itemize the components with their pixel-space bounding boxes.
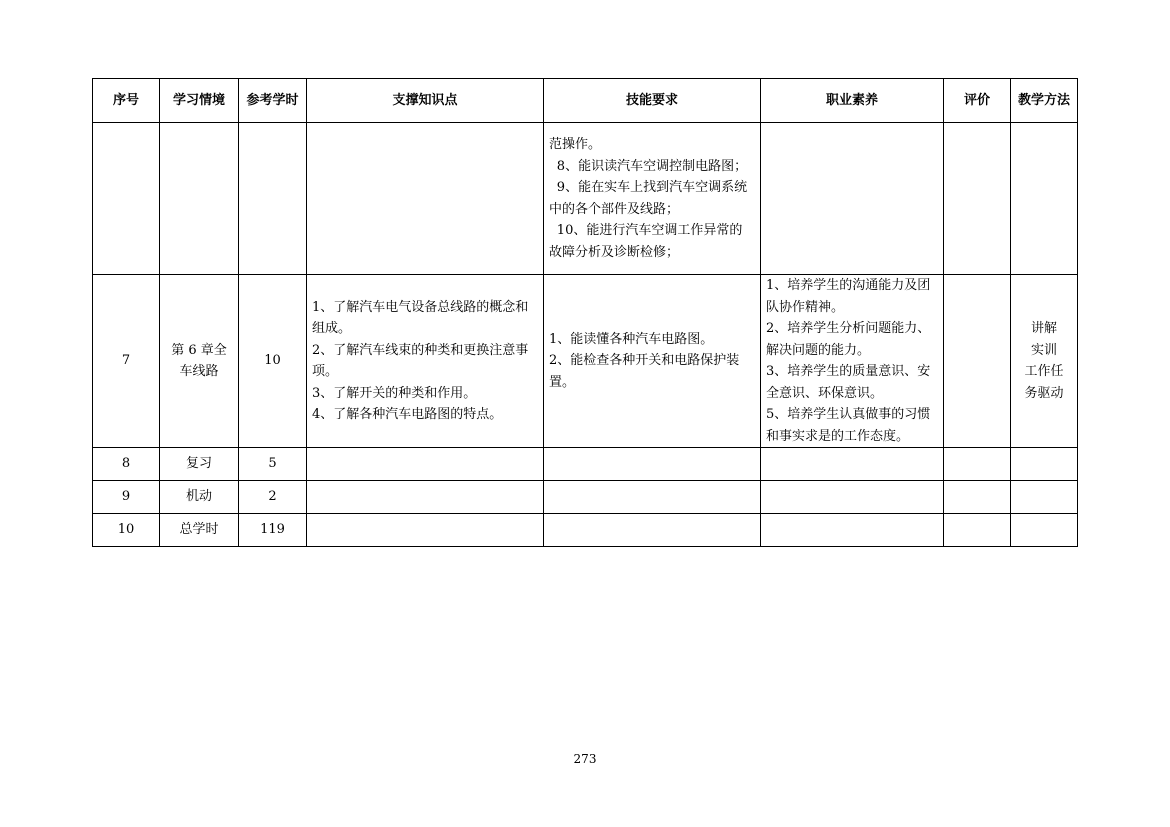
cell-hours: 5 [239,448,307,481]
quality-line: 1、培养学生的沟通能力及团队协作精神。 [766,278,931,315]
cell-method [1011,514,1078,547]
table-row-continued [93,123,1078,275]
header-skills: 技能要求 [544,79,761,123]
curriculum-table [92,78,1078,547]
quality-line: 5、培养学生认真做事的习惯和事实求是的工作态度。 [766,407,931,444]
cell-method [1011,481,1078,514]
skill-line: 10、能进行汽车空调工作异常的故障分析及诊断检修； [549,223,743,260]
cell-knowledge [307,275,544,448]
cell-seq: 8 [93,448,160,481]
cell-scenario: 复习 [160,448,239,481]
header-knowledge: 支撑知识点 [307,79,544,123]
cell-evaluation-continued [944,123,1011,275]
header-method: 教学方法 [1011,79,1078,123]
quality-line: 3、培养学生的质量意识、安全意识、环保意识。 [766,364,931,401]
cell-scenario: 机动 [160,481,239,514]
knowledge-line: 2、了解汽车线束的种类和更换注意事项。 [312,342,529,379]
skill-line: 8、能识读汽车空调控制电路图； [556,158,748,174]
table-row-total [93,514,1078,547]
cell-knowledge [307,514,544,547]
header-row [93,79,1078,123]
cell-scenario: 第 6 章全车线路 [160,275,239,448]
cell-scenario: 总学时 [160,514,239,547]
cell-seq: 7 [93,275,160,448]
table-row-chapter6 [93,275,1078,448]
cell-knowledge [307,448,544,481]
cell-method: 讲解 实训 工作任务驱动 [1011,275,1078,448]
cell-quality [761,514,944,547]
cell-evaluation [944,514,1011,547]
cell-knowledge-continued [307,123,544,275]
cell-skills [544,275,761,448]
knowledge-line: 3、了解开关的种类和作用。 [312,385,477,401]
cell-seq: 10 [93,514,160,547]
header-evaluation: 评价 [944,79,1011,123]
skill-line: 1、能读懂各种汽车电路图。 [549,331,714,347]
header-hours: 参考学时 [239,79,307,123]
cell-evaluation [944,448,1011,481]
knowledge-line: 1、了解汽车电气设备总线路的概念和组成。 [312,299,529,336]
cell-quality [761,275,944,448]
cell-skills-continued [544,123,761,275]
skill-line: 9、能在实车上找到汽车空调系统中的各个部件及线路； [549,180,748,217]
cell-method-continued [1011,123,1078,275]
header-scenario: 学习情境 [160,79,239,123]
header-quality: 职业素养 [761,79,944,123]
knowledge-line: 4、了解各种汽车电路图的特点。 [312,407,503,422]
cell-quality [761,481,944,514]
cell-hours-continued [239,123,307,275]
header-seq: 序号 [93,79,160,123]
cell-skills [544,481,761,514]
cell-evaluation [944,275,1011,448]
cell-scenario-continued [160,123,239,275]
cell-quality [761,448,944,481]
cell-skills [544,514,761,547]
cell-seq-continued [93,123,160,275]
skill-line: 范操作。 [549,137,602,152]
cell-seq: 9 [93,481,160,514]
cell-evaluation [944,481,1011,514]
cell-hours: 10 [239,275,307,448]
page-number: 273 [573,752,597,766]
cell-method [1011,448,1078,481]
cell-skills [544,448,761,481]
quality-line: 2、培养学生分析问题能力、解决问题的能力。 [766,321,931,358]
cell-quality-continued [761,123,944,275]
cell-hours: 119 [239,514,307,547]
skill-line: 2、能检查各种开关和电路保护装置。 [549,353,740,390]
cell-hours: 2 [239,481,307,514]
table-row-flexible [93,481,1078,514]
table-row-review [93,448,1078,481]
cell-knowledge [307,481,544,514]
